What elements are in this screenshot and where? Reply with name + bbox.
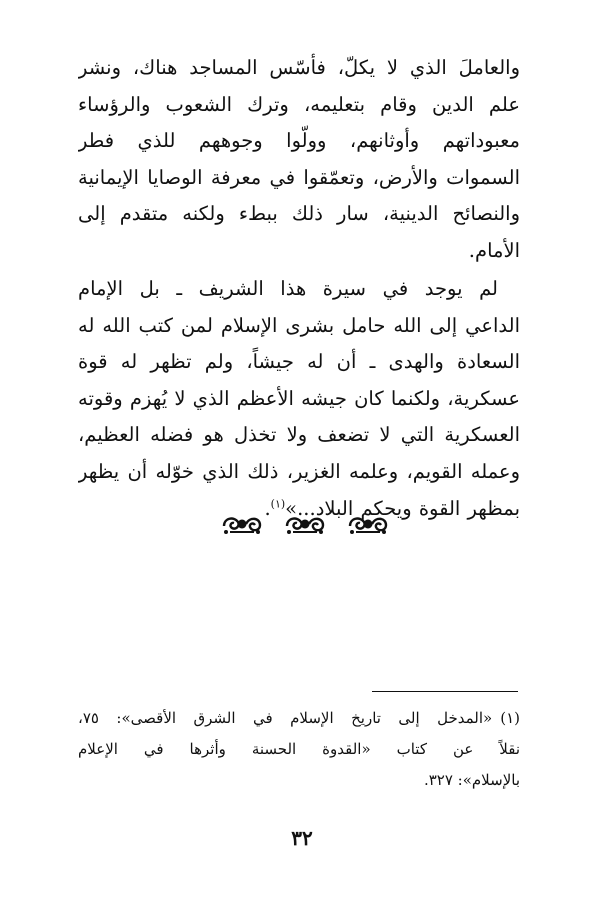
- paragraph-2-line: لم يوجد في سيرة هذا الشريف ـ بل الإمام: [78, 277, 498, 300]
- paragraph-2-line: الداعي إلى الله حامل بشرى الإسلام لمن كتب الله له: [78, 313, 520, 337]
- footnote-divider: [372, 691, 518, 692]
- floral-ornament-icon: [283, 512, 327, 536]
- paragraph-1-line: والعاملَ الذي لا يكلّ، فأسّس المساجد هناك، ونشر: [78, 56, 520, 79]
- paragraph-2-line: العسكرية التي لا تضعف ولا تخذل هو فضله العظيم،: [78, 423, 520, 447]
- paragraph-1-line: الأمام.: [468, 238, 520, 262]
- paragraph-2-line: بمظهر القوة ويحكم البلاد...»: [285, 496, 520, 520]
- page-number: ٣٢: [291, 826, 313, 850]
- footnote-line: «المدخل إلى تاريخ الإسلام في الشرق الأقصى»: ٧٥،: [78, 709, 493, 727]
- floral-ornament-icon: [220, 512, 264, 536]
- footnote-first-line: [78, 703, 520, 734]
- paragraph-2-line: السعادة والهدى ـ أن له جيشاً، ولم تظهر له قوة: [78, 350, 520, 374]
- paragraph-1: [78, 50, 520, 270]
- end-period: .: [264, 496, 271, 520]
- paragraph-1-line: معبوداتهم وأوثانهم، وولّوا وجوههم للذي فطر: [78, 129, 520, 153]
- paragraph-1-line: علم الدين وقام بتعليمه، وترك الشعوب والرؤساء: [78, 92, 520, 116]
- footnote-marker: (١): [500, 709, 520, 727]
- footnote-reference[interactable]: (١): [270, 497, 286, 511]
- section-ornament: [220, 510, 390, 538]
- footnote-line: نقلاً عن كتاب «القدوة الحسنة وأثرها في الإعلام: [78, 740, 520, 758]
- footnote: [78, 703, 520, 796]
- paragraph-1-line: السموات والأرض، وتعمّقوا في معرفة الوصايا الإيمانية: [78, 165, 520, 189]
- paragraph-2-line: وعمله القويم، وعلمه الغزير، ذلك الذي خوّله أن يظهر: [78, 459, 520, 483]
- footnote-line: بالإسلام»: ٣٢٧.: [423, 771, 520, 789]
- paragraph-2-line: عسكرية، ولكنما كان جيشه الأعظم الذي لا يُهزم وقوته: [78, 386, 520, 410]
- paragraph-2: [78, 271, 520, 527]
- floral-ornament-icon: [346, 512, 390, 536]
- paragraph-1-line: والنصائح الدينية، سار ذلك ببطء ولكنه متقدم إلى: [78, 202, 520, 226]
